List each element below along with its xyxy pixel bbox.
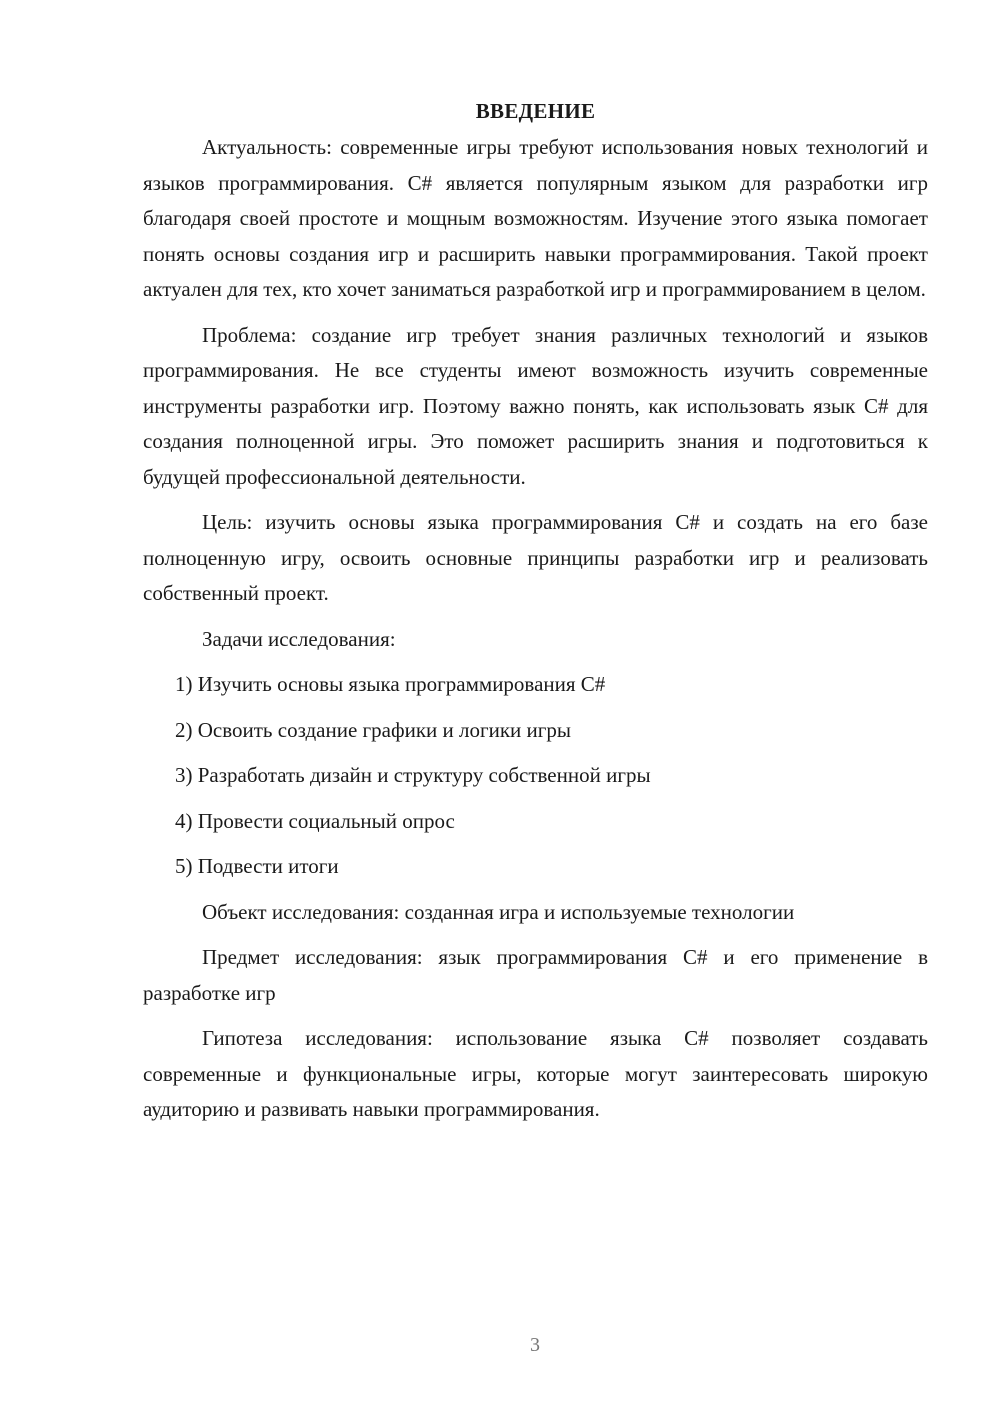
subject-paragraph: Предмет исследования: язык программирования C# и его применение в разработке игр (143, 945, 928, 1005)
tasks-list (143, 667, 928, 885)
list-item: 1) Изучить основы языка программирования C# (175, 672, 606, 696)
page-number: 3 (530, 1334, 540, 1356)
goal-paragraph: Цель: изучить основы языка программирования C# и создать на его базе полноценную игру, освоить основные принципы разработки игр и реализовать собственный проект. (143, 510, 928, 605)
relevance-paragraph: Актуальность: современные игры требуют использования новых технологий и языков программирования. C# является популярным языком для разработки игр благодаря своей простоте и мощным возможностям. Изучение этого языка помогает понять основы создания игр и расширить навыки программирования. Такой проект актуален для тех, кто хочет заниматься разработкой игр и программированием в целом. (143, 135, 928, 301)
list-item: 5) Подвести итоги (175, 854, 339, 878)
document-page (143, 92, 928, 1128)
list-item: 3) Разработать дизайн и структуру собственной игры (175, 763, 651, 787)
object-paragraph: Объект исследования: созданная игра и используемые технологии (202, 899, 795, 924)
page-title: ВВЕДЕНИЕ (475, 99, 596, 123)
tasks-heading: Задачи исследования: (202, 626, 396, 651)
list-item: 4) Провести социальный опрос (175, 808, 455, 833)
hypothesis-paragraph: Гипотеза исследования: использование языка C# позволяет создавать современные и функциональные игры, которые могут заинтересовать широкую аудиторию и развивать навыки программирования. (143, 1026, 928, 1121)
list-item: 2) Освоить создание графики и логики игры (175, 717, 571, 742)
problem-paragraph: Проблема: создание игр требует знания различных технологий и языков программирования. Не все студенты имеют возможность изучить современные инструменты разработки игр. Поэтому важно понять, как использовать язык C# для создания полноценной игры. Это поможет расширить знания и подготовиться к будущей профессиональной деятельности. (143, 322, 928, 489)
